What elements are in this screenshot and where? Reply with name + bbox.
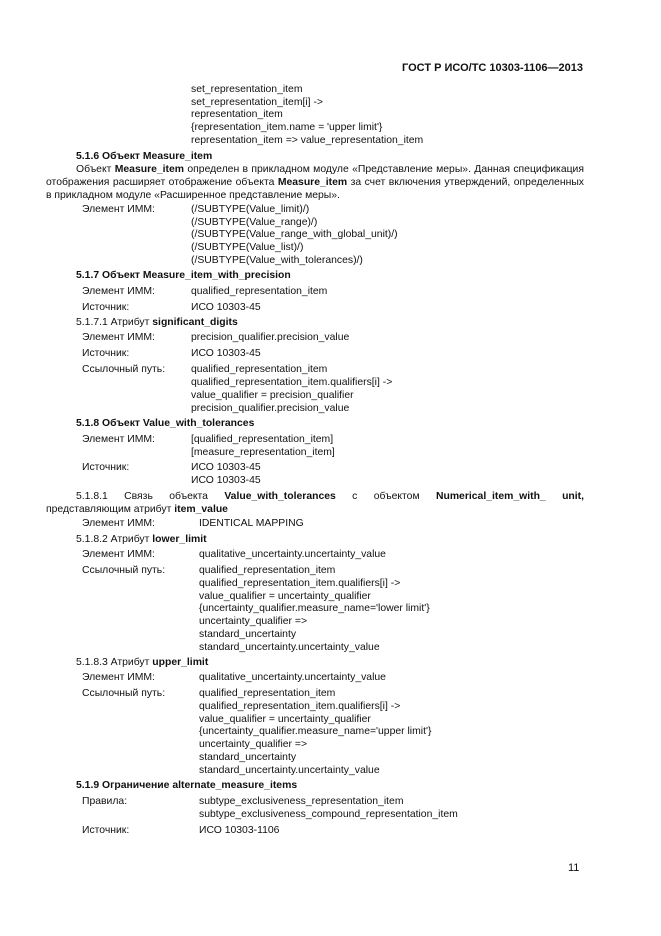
page-number: 11 [568, 862, 580, 874]
attribute-name: significant_digits [152, 317, 238, 328]
label-element: Элемент ИММ: [82, 518, 155, 529]
section-heading-5-1-8: 5.1.8 Объект Value_with_tolerances [76, 418, 255, 429]
top-block-line: representation_item => value_representation_item [191, 135, 424, 146]
value-line: value_qualifier = uncertainty_qualifier [199, 714, 371, 725]
heading-prefix: 5.1.8.2 Атрибут [76, 534, 153, 545]
section-heading-5-1-8-2 [76, 534, 207, 547]
value-line: standard_uncertainty.uncertainty_value [199, 765, 380, 776]
heading-prefix: 5.1.7.1 Атрибут [76, 317, 153, 328]
value-line: qualified_representation_item.qualifiers[i] -> [199, 701, 401, 712]
entity-name: Value_with_tolerances [224, 491, 336, 502]
entity-name: unit, [562, 491, 584, 502]
value-line: qualified_representation_item [191, 286, 328, 297]
section-heading-5-1-8-1 [76, 491, 584, 504]
value-line: {uncertainty_qualifier.measure_name='upper limit'} [199, 726, 432, 737]
value-line: [qualified_representation_item] [191, 434, 334, 445]
label-element: Элемент ИММ: [82, 549, 155, 560]
top-block-line: representation_item [191, 109, 283, 120]
heading-word: с [352, 491, 358, 502]
label-element: Элемент ИММ: [82, 332, 155, 343]
paragraph-text: за счет включения утверждений, определенных в прикладном модуле «Расширенное представление меры». [46, 176, 584, 201]
label-element: Элемент ИММ: [82, 204, 155, 215]
value-line: qualified_representation_item.qualifiers[i] -> [191, 377, 393, 388]
top-block-line: set_representation_item [191, 84, 303, 95]
value-line: ИСО 10303-45 [191, 302, 261, 313]
value-line: ИСО 10303-45 [191, 462, 261, 473]
value-line: subtype_exclusiveness_representation_item [199, 796, 404, 807]
value-line: value_qualifier = precision_qualifier [191, 390, 354, 401]
value-line: standard_uncertainty.uncertainty_value [199, 642, 380, 653]
label-reference-path: Ссылочный путь: [82, 688, 166, 699]
section-heading-5-1-6: 5.1.6 Объект Measure_item [76, 151, 213, 162]
heading-word: объектом [373, 491, 420, 502]
section-heading-5-1-8-3 [76, 657, 208, 670]
heading-prefix: 5.1.8.3 Атрибут [76, 657, 153, 668]
value-line: uncertainty_qualifier => [199, 739, 308, 750]
value-line: precision_qualifier.precision_value [191, 403, 350, 414]
paragraph-text: определен в прикладном модуле «Представление меры». Данная спецификация отображения расширяет отображение объекта [46, 164, 584, 188]
value-line: precision_qualifier.precision_value [191, 332, 350, 343]
value-line: qualified_representation_item [191, 364, 328, 375]
entity-name: Measure_item [114, 164, 185, 175]
label-source: Источник: [82, 302, 130, 313]
label-element: Элемент ИММ: [82, 286, 155, 297]
label-reference-path: Ссылочный путь: [82, 364, 166, 375]
label-source: Источник: [82, 462, 130, 473]
value-line: (/SUBTYPE(Value_with_tolerances)/) [191, 255, 363, 266]
label-rules: Правила: [82, 796, 128, 807]
section-heading-5-1-8-1-continued [46, 504, 228, 517]
top-block-line: {representation_item.name = 'upper limit'} [191, 122, 383, 133]
value-line: qualified_representation_item.qualifiers[i] -> [199, 578, 401, 589]
value-line: (/SUBTYPE(Value_range_with_global_unit)/) [191, 229, 398, 240]
heading-text: представляющим атрибут [46, 504, 175, 515]
value-line: qualitative_uncertainty.uncertainty_value [199, 672, 386, 683]
value-line: IDENTICAL MAPPING [199, 518, 304, 529]
attribute-name: upper_limit [152, 657, 209, 668]
top-block-line: set_representation_item[i] -> [191, 97, 323, 108]
section-paragraph-5-1-6 [46, 164, 584, 202]
value-line: ИСО 10303-45 [191, 348, 261, 359]
value-line: {uncertainty_qualifier.measure_name='lower limit'} [199, 603, 430, 614]
label-element: Элемент ИММ: [82, 672, 155, 683]
section-heading-5-1-9: 5.1.9 Ограничение alternate_measure_items [76, 780, 298, 791]
section-heading-5-1-7-1 [76, 317, 238, 330]
value-line: [measure_representation_item] [191, 447, 335, 458]
value-line: uncertainty_qualifier => [199, 616, 308, 627]
label-reference-path: Ссылочный путь: [82, 565, 166, 576]
value-line: qualitative_uncertainty.uncertainty_value [199, 549, 386, 560]
value-line: qualified_representation_item [199, 565, 336, 576]
entity-name: Numerical_item_with_ [435, 491, 546, 502]
heading-word: объекта [169, 491, 208, 502]
label-source: Источник: [82, 348, 130, 359]
label-element: Элемент ИММ: [82, 434, 155, 445]
heading-word: 5.1.8.1 [76, 491, 108, 502]
heading-word: Связь [124, 491, 153, 502]
paragraph-text: Объект [76, 164, 115, 175]
value-line: (/SUBTYPE(Value_list)/) [191, 242, 304, 253]
value-line: value_qualifier = uncertainty_qualifier [199, 591, 371, 602]
entity-name: Measure_item [277, 176, 348, 188]
value-line: ИСО 10303-45 [191, 475, 261, 486]
value-line: (/SUBTYPE(Value_range)/) [191, 217, 318, 228]
section-heading-5-1-7: 5.1.7 Объект Measure_item_with_precision [76, 270, 291, 281]
attribute-name: lower_limit [152, 534, 207, 545]
value-line: subtype_exclusiveness_compound_representation_item [199, 809, 458, 820]
value-line: (/SUBTYPE(Value_limit)/) [191, 204, 310, 215]
value-line: ИСО 10303-1106 [199, 825, 280, 836]
value-line: standard_uncertainty [199, 752, 297, 763]
value-line: qualified_representation_item [199, 688, 336, 699]
attribute-name: item_value [174, 504, 228, 515]
document-header: ГОСТ Р ИСО/ТС 10303-1106—2013 [402, 62, 583, 74]
value-line: standard_uncertainty [199, 629, 297, 640]
label-source: Источник: [82, 825, 130, 836]
